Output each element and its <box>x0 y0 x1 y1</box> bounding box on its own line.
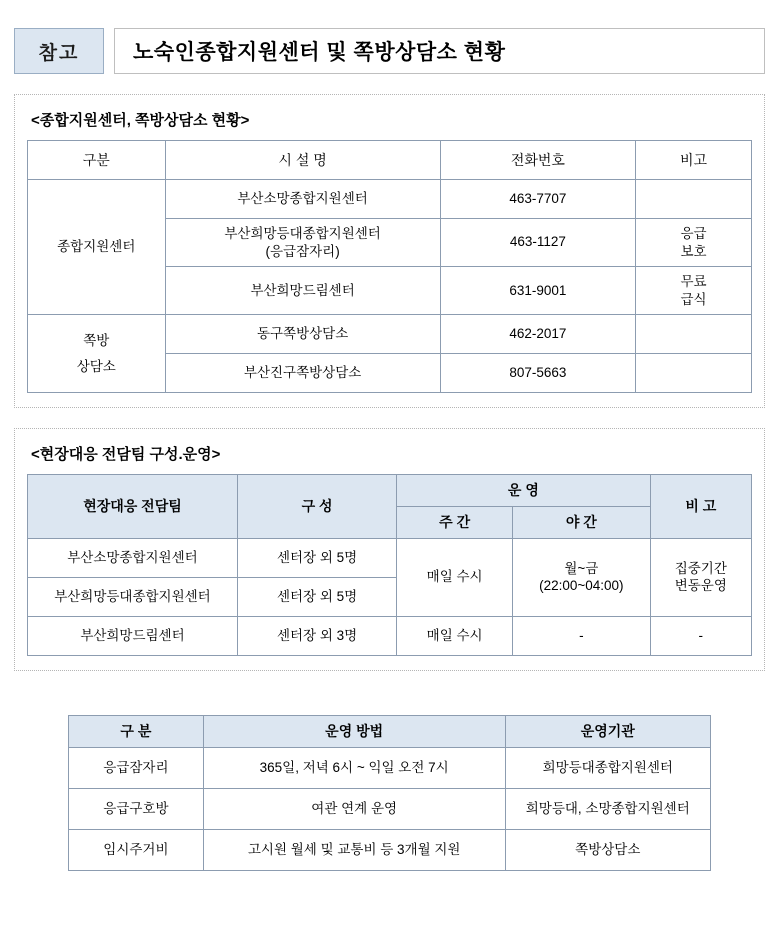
facility-name: 부산희망드림센터 <box>165 267 440 315</box>
section-field-team-title: <현장대응 전담팀 구성.운영> <box>31 446 221 464</box>
group-label-jjokbang <box>28 315 166 393</box>
section-centers-title: <종합지원센터, 쪽방상담소 현황> <box>31 112 250 129</box>
ops-method: 고시원 월세 및 교통비 등 3개월 지원 <box>203 829 505 870</box>
ops-division: 응급구호방 <box>69 788 204 829</box>
team-nighttime-line1: 월~금 <box>564 560 599 576</box>
ops-organization: 쪽방상담소 <box>505 829 710 870</box>
section-centers <box>14 94 765 408</box>
table-row <box>28 616 752 655</box>
facility-note-line1: 응급 <box>680 226 707 241</box>
ops-organization: 희망등대, 소망종합지원센터 <box>505 788 710 829</box>
col-composition: 구 성 <box>237 475 396 539</box>
facility-note <box>636 267 752 315</box>
team-daytime: 매일 수시 <box>397 616 513 655</box>
team-note-line2: 변동운영 <box>674 578 727 594</box>
facility-phone: 463-7707 <box>440 180 635 219</box>
facility-name-line1: 부산희망등대종합지원센터 <box>224 226 381 241</box>
table-header-row <box>28 475 752 507</box>
col-division: 구 분 <box>69 715 204 747</box>
col-facility-name: 시 설 명 <box>165 141 440 180</box>
ops-method: 365일, 저녁 6시 ~ 익일 오전 7시 <box>203 747 505 788</box>
facility-name: 부산소망종합지원센터 <box>165 180 440 219</box>
table-header-row <box>69 715 711 747</box>
reference-tag: 참고 <box>14 28 104 74</box>
section-field-team <box>14 428 765 671</box>
ops-division: 임시주거비 <box>69 829 204 870</box>
table-row <box>28 180 752 219</box>
col-note: 비고 <box>636 141 752 180</box>
facility-note <box>636 354 752 393</box>
ops-method: 여관 연계 운영 <box>203 788 505 829</box>
table-row <box>28 538 752 577</box>
facility-phone: 807-5663 <box>440 354 635 393</box>
group-label-line1: 쪽방 <box>83 333 110 349</box>
team-composition: 센터장 외 3명 <box>237 616 396 655</box>
ops-organization: 희망등대종합지원센터 <box>505 747 710 788</box>
team-nighttime-line2: (22:00~04:00) <box>539 578 624 594</box>
facility-name-line2: (응급잠자리) <box>265 243 340 259</box>
team-composition: 센터장 외 5명 <box>237 577 396 616</box>
table-row <box>69 747 711 788</box>
table-header-row <box>28 141 752 180</box>
team-nighttime: - <box>513 616 651 655</box>
operations-table <box>68 715 711 871</box>
centers-table <box>27 140 752 393</box>
team-name: 부산소망종합지원센터 <box>28 538 238 577</box>
facility-phone: 462-2017 <box>440 315 635 354</box>
facility-note-line2: 급식 <box>680 291 707 307</box>
group-label-line2: 상담소 <box>76 358 116 374</box>
field-team-table <box>27 474 752 656</box>
document-page <box>0 28 779 926</box>
col-method: 운영 방법 <box>203 715 505 747</box>
facility-note <box>636 219 752 267</box>
facility-name <box>165 219 440 267</box>
col-nighttime: 야 간 <box>513 507 651 539</box>
col-phone: 전화번호 <box>440 141 635 180</box>
facility-phone: 631-9001 <box>440 267 635 315</box>
facility-note <box>636 315 752 354</box>
table-row <box>69 829 711 870</box>
facility-name: 동구쪽방상담소 <box>165 315 440 354</box>
team-note-line1: 집중기간 <box>674 560 727 576</box>
facility-note-line2: 보호 <box>680 243 707 259</box>
table-row <box>69 788 711 829</box>
ops-division: 응급잠자리 <box>69 747 204 788</box>
col-division: 구분 <box>28 141 166 180</box>
facility-note <box>636 180 752 219</box>
facility-phone: 463-1127 <box>440 219 635 267</box>
team-name: 부산희망드림센터 <box>28 616 238 655</box>
team-composition: 센터장 외 5명 <box>237 538 396 577</box>
team-daytime: 매일 수시 <box>397 538 513 616</box>
col-team: 현장대응 전담팀 <box>28 475 238 539</box>
table-row <box>28 315 752 354</box>
section-operations <box>14 715 765 871</box>
col-daytime: 주 간 <box>397 507 513 539</box>
team-nighttime <box>513 538 651 616</box>
col-note: 비 고 <box>650 475 751 539</box>
team-note <box>650 538 751 616</box>
col-organization: 운영기관 <box>505 715 710 747</box>
facility-note-line1: 무료 <box>680 274 707 290</box>
facility-name: 부산진구쪽방상담소 <box>165 354 440 393</box>
team-name: 부산희망등대종합지원센터 <box>28 577 238 616</box>
document-header <box>14 28 765 74</box>
page-title: 노숙인종합지원센터 및 쪽방상담소 현황 <box>114 28 765 74</box>
group-label-support-center: 종합지원센터 <box>28 180 166 315</box>
team-note: - <box>650 616 751 655</box>
col-operation: 운 영 <box>397 475 650 507</box>
